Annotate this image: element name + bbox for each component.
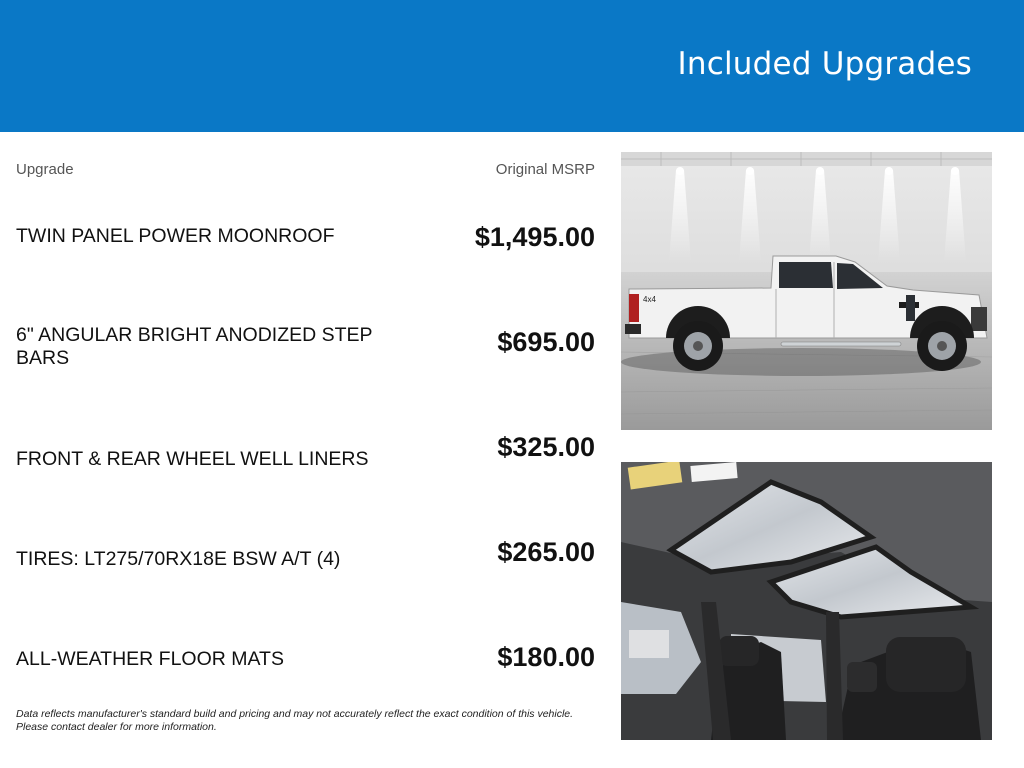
upgrade-price: $695.00 (497, 327, 595, 357)
upgrade-price: $180.00 (497, 642, 595, 672)
upgrade-price: $265.00 (497, 537, 595, 567)
moonroof-interior-photo (621, 462, 992, 740)
upgrade-name: 6" ANGULAR BRIGHT ANODIZED STEP BARS (16, 324, 373, 369)
page-title: Included Upgrades (677, 46, 972, 82)
truck-exterior-photo (621, 152, 992, 430)
disclaimer-text: Data reflects manufacturer's standard build and pricing and may not accurately reflect the exact condition of this vehicle. Please contact dealer for more information. (16, 708, 574, 733)
header-banner (0, 0, 1024, 132)
upgrade-column-header: Upgrade (16, 161, 74, 178)
upgrade-price: $325.00 (497, 432, 595, 462)
upgrade-price: $1,495.00 (474, 222, 595, 252)
msrp-column-header: Original MSRP (495, 161, 595, 178)
upgrade-name: TWIN PANEL POWER MOONROOF (16, 225, 335, 247)
upgrade-name: TIRES: LT275/70RX18E BSW A/T (4) (16, 548, 341, 570)
truck-badge: 4x4 (643, 295, 656, 304)
upgrade-name: FRONT & REAR WHEEL WELL LINERS (16, 448, 369, 470)
upgrade-name: ALL-WEATHER FLOOR MATS (16, 648, 284, 670)
